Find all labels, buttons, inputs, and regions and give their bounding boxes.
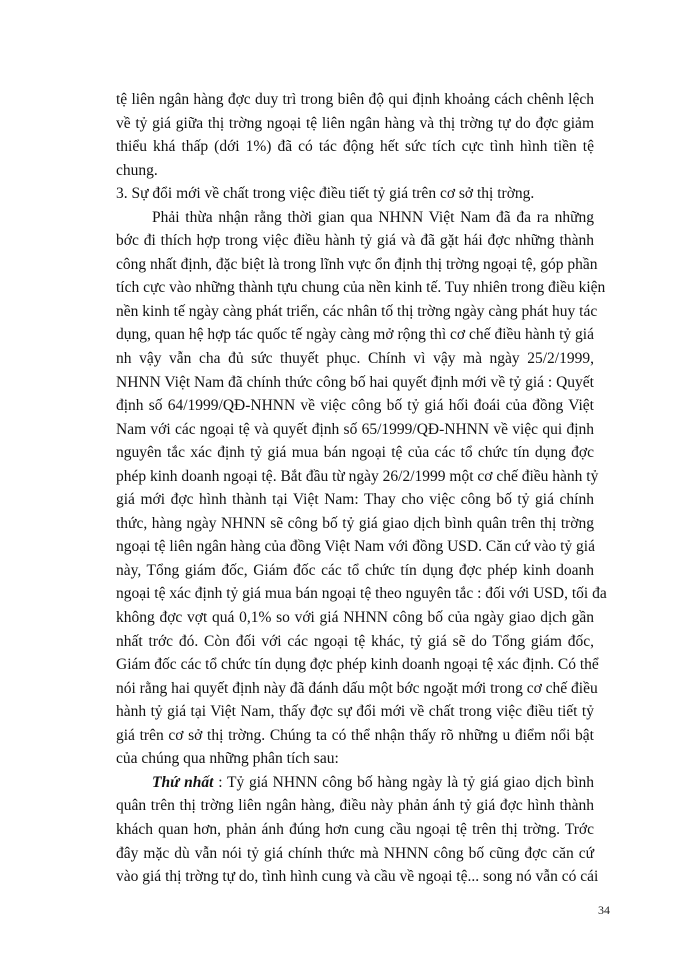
text-line: bớc đi thích hợp trong việc điều hành tỷ giá và đã gặt hái đợc những thành xyxy=(116,232,594,250)
text-line: nhất trớc đó. Còn đối với các ngoại tệ khác, tỷ giá sẽ do Tổng giám đốc, xyxy=(116,632,594,650)
text-line: của chúng qua những phân tích sau: xyxy=(116,750,339,768)
text-line: nền kinh tế ngày càng phát triển, các nhân tố thị trờng ngày càng phát huy tác xyxy=(116,302,598,320)
text-line: quân trên thị trờng liên ngân hàng, điều này phản ánh tỷ giá đợc hình thành xyxy=(116,797,594,815)
text-line: dụng, quan hệ hợp tác quốc tế ngày càng mở rộng thì cơ chế điều hành tỷ giá xyxy=(116,326,594,344)
text-line: Phải thừa nhận rằng thời gian qua NHNN Việt Nam đã đa ra những xyxy=(152,208,594,226)
text-line: ngoại tệ liên ngân hàng của đồng Việt Nam với đồng USD. Căn cứ vào tỷ giá xyxy=(116,538,595,556)
text-line: tích cực vào những thành tựu chung của nền kinh tế. Tuy nhiên trong điều kiện xyxy=(116,279,606,297)
text-line: này, Tổng giám đốc, Giám đốc các tổ chức tín dụng đợc phép kinh doanh xyxy=(116,561,594,579)
section-heading: 3. Sự đổi mới về chất trong việc điều tiết tỷ giá trên cơ sở thị trờng. xyxy=(116,185,535,203)
lead-term: Thứ nhất xyxy=(152,773,214,791)
page-number: 34 xyxy=(598,903,610,917)
body-text xyxy=(116,88,607,889)
text-line: nói rằng hai quyết định này đã đánh dấu một bớc ngoặt mới trong cơ chế điều xyxy=(116,679,598,697)
text-line: Nam với các ngoại tệ và quyết định số 65/1999/QĐ-NHNN về việc qui định xyxy=(116,420,594,438)
text-line: phép kinh doanh ngoại tệ. Bắt đầu từ ngày 26/2/1999 một cơ chế điều hành tỷ xyxy=(116,467,599,485)
text-line: không đợc vợt quá 0,1% so với giá NHNN công bố của ngày giao dịch gần xyxy=(116,609,594,627)
text-line: khách quan hơn, phản ánh đúng hơn cung cầu ngoại tệ trên thị trờng. Trớc xyxy=(116,820,594,838)
text-line: tệ liên ngân hàng đợc duy trì trong biên độ qui định khoảng cách chênh lệch xyxy=(116,91,594,108)
text-line: giá trên cơ sở thị trờng. Chúng ta có thể nhận thấy rõ những u điểm nổi bật xyxy=(116,726,594,744)
text-line: định số 64/1999/QĐ-NHNN về việc công bố tỷ giá hối đoái của đồng Việt xyxy=(116,397,594,415)
text-line: NHNN Việt Nam đã chính thức công bố hai quyết định mới về tỷ giá : Quyết xyxy=(116,373,594,391)
text-line: ngoại tệ xác định tỷ giá mua bán ngoại tệ theo nguyên tắc : đối với USD, tối đa xyxy=(116,585,607,603)
text-line: Giám đốc các tổ chức tín dụng đợc phép kinh doanh ngoại tệ xác định. Có thể xyxy=(116,656,599,674)
text-line: thức, hàng ngày NHNN sẽ công bố tỷ giá giao dịch bình quân trên thị trờng xyxy=(116,514,594,532)
text-line: về tỷ giá giữa thị trờng ngoại tệ liên ngân hàng và thị trờng tự do đợc giảm xyxy=(116,114,594,132)
text-line xyxy=(116,771,594,795)
text-line: hành tỷ giá tại Việt Nam, thấy đợc sự đổi mới về chất trong việc điều tiết tỷ xyxy=(116,703,594,721)
text-line: vào giá thị trờng tự do, tình hình cung và cầu về ngoại tệ... song nó vẫn có cái xyxy=(116,868,599,886)
text-line: công nhất định, đặc biệt là trong lĩnh vực ổn định thị trờng ngoại tệ, góp phần xyxy=(116,255,598,273)
text-line: nh vậy vẫn cha đủ sức thuyết phục. Chính vì vậy mà ngày 25/2/1999, xyxy=(116,350,594,368)
text-line: giá mới đợc hình thành tại Việt Nam: Thay cho việc công bố tỷ giá chính xyxy=(116,491,594,509)
text-line: nguyên tắc xác định tỷ giá mua bán ngoại tệ của các tổ chức tín dụng đợc xyxy=(116,444,594,462)
text-line: chung. xyxy=(116,161,158,179)
text-line: đây mặc dù vẫn nói tỷ giá chính thức mà NHNN công bố cũng đợc căn cứ xyxy=(116,844,594,862)
text-line: thiểu khá thấp (dới 1%) đã có tác động hết sức tích cực tình hình tiền tệ xyxy=(116,138,594,156)
text-run: : Tỷ giá NHNN công bố hàng ngày là tỷ giá giao dịch bình xyxy=(213,773,595,791)
